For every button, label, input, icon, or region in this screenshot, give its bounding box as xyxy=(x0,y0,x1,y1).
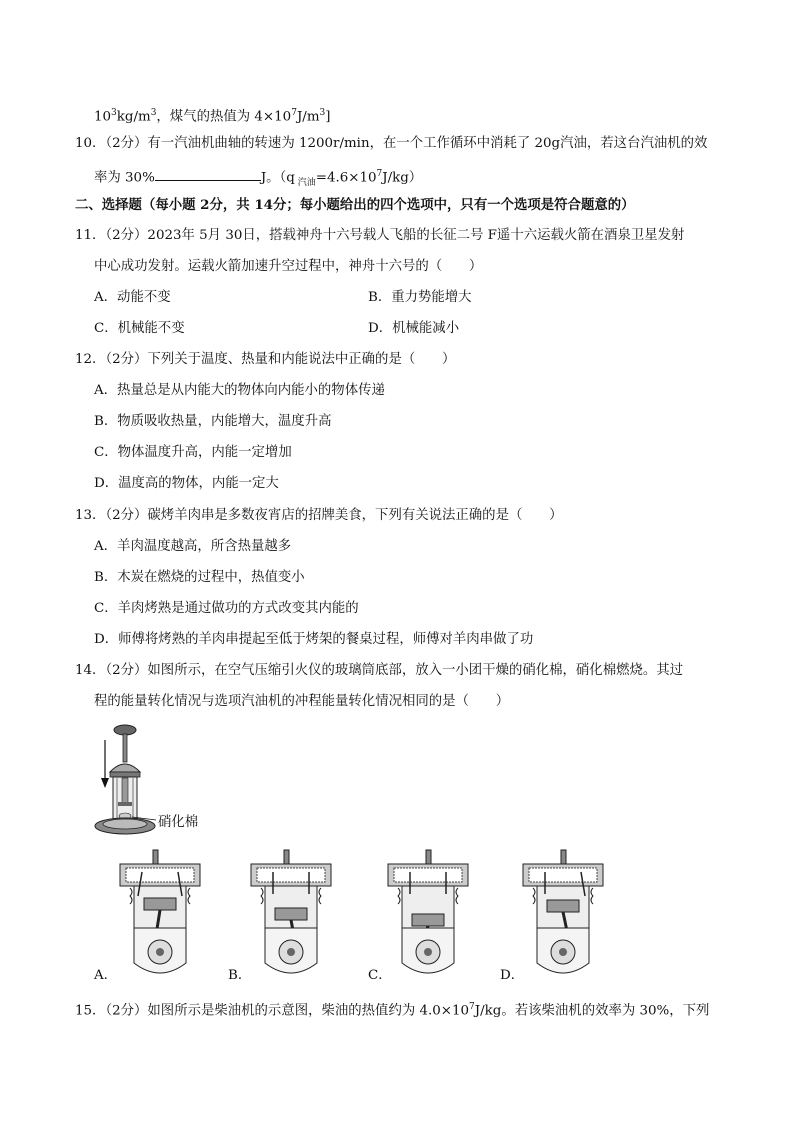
q11-line2: 中心成功发射。运载火箭加速升空过程中，神舟十六号的（ ） xyxy=(94,259,483,274)
prev-question-tail: $10^3kg/m^3$，煤气的热值为 $4\times 10^7J/m^3$] xyxy=(94,108,331,125)
engine-figure-a[interactable] xyxy=(112,848,208,983)
q12-option-d[interactable]: D．温度高的物体，内能一定大 xyxy=(94,476,279,491)
q15-line1: 15．（2分）如图所示是柴油机的示意图，柴油的热值约为 $4.0\times 10^7J/kg$。若该柴油机的效率为 30%，下列 xyxy=(75,1002,710,1019)
q14-line1: 14．（2分）如图所示，在空气压缩引火仪的玻璃筒底部，放入一小团干燥的硝化棉，硝化棉燃烧。其过 xyxy=(75,663,684,678)
cotton-label: 硝化棉 xyxy=(158,815,199,830)
engine-figure-c[interactable] xyxy=(380,848,476,983)
q13-option-c[interactable]: C．羊肉烤熟是通过做功的方式改变其内能的 xyxy=(94,601,359,616)
q10-line1: 10．（2分）有一汽油机曲轴的转速为 1200r/min，在一个工作循环中消耗了 20g汽油，若这台汽油机的效 xyxy=(75,136,708,151)
q11-option-d[interactable]: D．机械能减小 xyxy=(368,321,460,336)
q14-option-c[interactable]: C． xyxy=(368,968,392,983)
q12-option-b[interactable]: B．物质吸收热量，内能增大，温度升高 xyxy=(94,414,332,429)
q14-option-a[interactable]: A． xyxy=(94,968,118,983)
fire-piston-figure xyxy=(88,720,218,845)
q13-option-b[interactable]: B．木炭在燃烧的过程中，热值变小 xyxy=(94,570,305,585)
answer-blank[interactable] xyxy=(155,168,261,181)
q11-option-c[interactable]: C．机械能不变 xyxy=(94,321,185,336)
engine-figure-d[interactable] xyxy=(515,848,611,983)
q11-option-a[interactable]: A．动能不变 xyxy=(94,290,171,305)
q13-option-d[interactable]: D．师傅将烤熟的羊肉串提起至低于烤架的餐桌过程，师傅对羊肉串做了功 xyxy=(94,632,534,647)
section-heading: 二、选择题（每小题 2分，共 14分；每小题给出的四个选项中，只有一个选项是符合题意的） xyxy=(75,197,635,213)
q14-line2: 程的能量转化情况与选项汽油机的冲程能量转化情况相同的是（ ） xyxy=(94,694,510,709)
q12-line1: 12．（2分）下列关于温度、热量和内能说法中正确的是（ ） xyxy=(75,352,456,367)
q14-option-b[interactable]: B． xyxy=(228,968,252,983)
q13-line1: 13．（2分）碳烤羊肉串是多数夜宵店的招牌美食，下列有关说法正确的是（ ） xyxy=(75,508,563,523)
q12-option-c[interactable]: C．物体温度升高，内能一定增加 xyxy=(94,445,292,460)
q11-option-b[interactable]: B．重力势能增大 xyxy=(368,290,472,305)
q12-option-a[interactable]: A．热量总是从内能大的物体向内能小的物体传递 xyxy=(94,383,385,398)
q13-option-a[interactable]: A．羊肉温度越高，所含热量越多 xyxy=(94,539,292,554)
q10-line2: 率为 30% J。（q $_{汽油}=4.6\times 10^7J/kg$） xyxy=(94,169,423,189)
q11-line1: 11．（2分）2023年 5月 30日，搭载神舟十六号载人飞船的长征二号 F遥十六运载火箭在酒泉卫星发射 xyxy=(75,228,685,243)
q14-option-d[interactable]: D． xyxy=(500,968,525,983)
engine-figure-b[interactable] xyxy=(243,848,339,983)
